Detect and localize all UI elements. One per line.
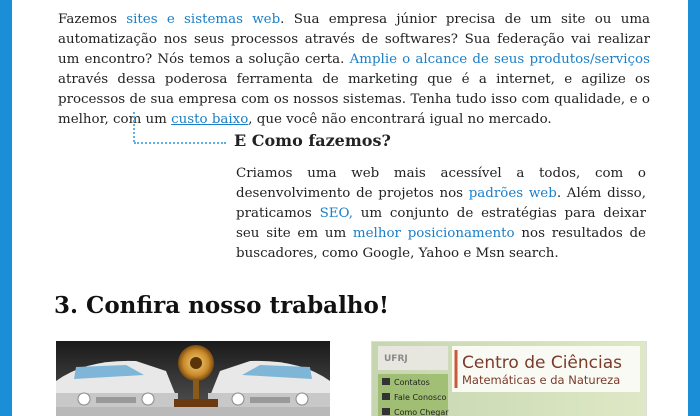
intro-text-2: . Sua empresa júnior precisa de um site ou uma automatização nos seus processos através de softwares? Sua federação vai realizar um encontro? Nós temos a solução certa. <box>58 12 650 67</box>
how-paragraph <box>236 164 646 264</box>
link-melhor-posicionamento[interactable]: melhor posicionamento <box>352 226 515 241</box>
how-text-1: Criamos uma web mais acessível a todos, com o desenvolvimento de projetos nos <box>236 166 646 201</box>
contacts-icon <box>382 378 390 385</box>
ccmn-subtitle: Matemáticas e da Natureza <box>462 373 621 387</box>
how-text-3: um conjunto de estratégias para deixar seu site em um <box>236 206 646 241</box>
mail-icon <box>382 393 390 400</box>
ccmn-nav-3: Como Chegar <box>394 408 449 416</box>
how-text-2: . Além disso, praticamos <box>236 186 647 221</box>
dotted-connector-horizontal <box>134 142 226 144</box>
intro-paragraph <box>58 10 650 130</box>
intro-text-3: através dessa poderosa ferramenta de marketing que é a internet, e agilize os processos de sua empresa com os nossos sistemas. Tenha tudo isso com qualidade, e o melhor, com um <box>58 72 650 127</box>
link-amplie-alcance[interactable]: Amplie o alcance de seus produtos/serviços <box>349 52 650 67</box>
link-padroes-web[interactable]: padrões web <box>468 186 557 201</box>
how-text-4: nos resultados de buscadores, como Google, Yahoo e Msn search. <box>236 226 646 261</box>
ccmn-title: Centro de Ciências <box>462 353 623 373</box>
intro-text-4: , que você não encontrará igual no mercado. <box>248 112 552 127</box>
link-seo[interactable]: SEO, <box>319 206 353 221</box>
section-title: 3. Confira nosso trabalho! <box>54 292 389 319</box>
portfolio-thumb-cars[interactable] <box>56 341 330 416</box>
how-title: E Como fazemos? <box>234 131 391 150</box>
page-content <box>12 0 688 416</box>
ccmn-nav-1: Contatos <box>394 378 430 387</box>
link-custo-baixo[interactable]: custo baixo <box>171 112 249 127</box>
map-icon <box>382 408 390 415</box>
intro-text-1: Fazemos <box>58 12 127 27</box>
ccmn-nav-2: Fale Conosco <box>394 393 447 402</box>
dotted-connector-vertical <box>133 112 135 142</box>
portfolio-thumb-ccmn[interactable] <box>371 341 647 416</box>
link-sites-sistemas[interactable]: sites e sistemas web <box>126 12 281 27</box>
ccmn-site-image <box>372 342 646 416</box>
cars-image <box>56 341 330 416</box>
ccmn-logo-text: UFRJ <box>384 354 408 364</box>
